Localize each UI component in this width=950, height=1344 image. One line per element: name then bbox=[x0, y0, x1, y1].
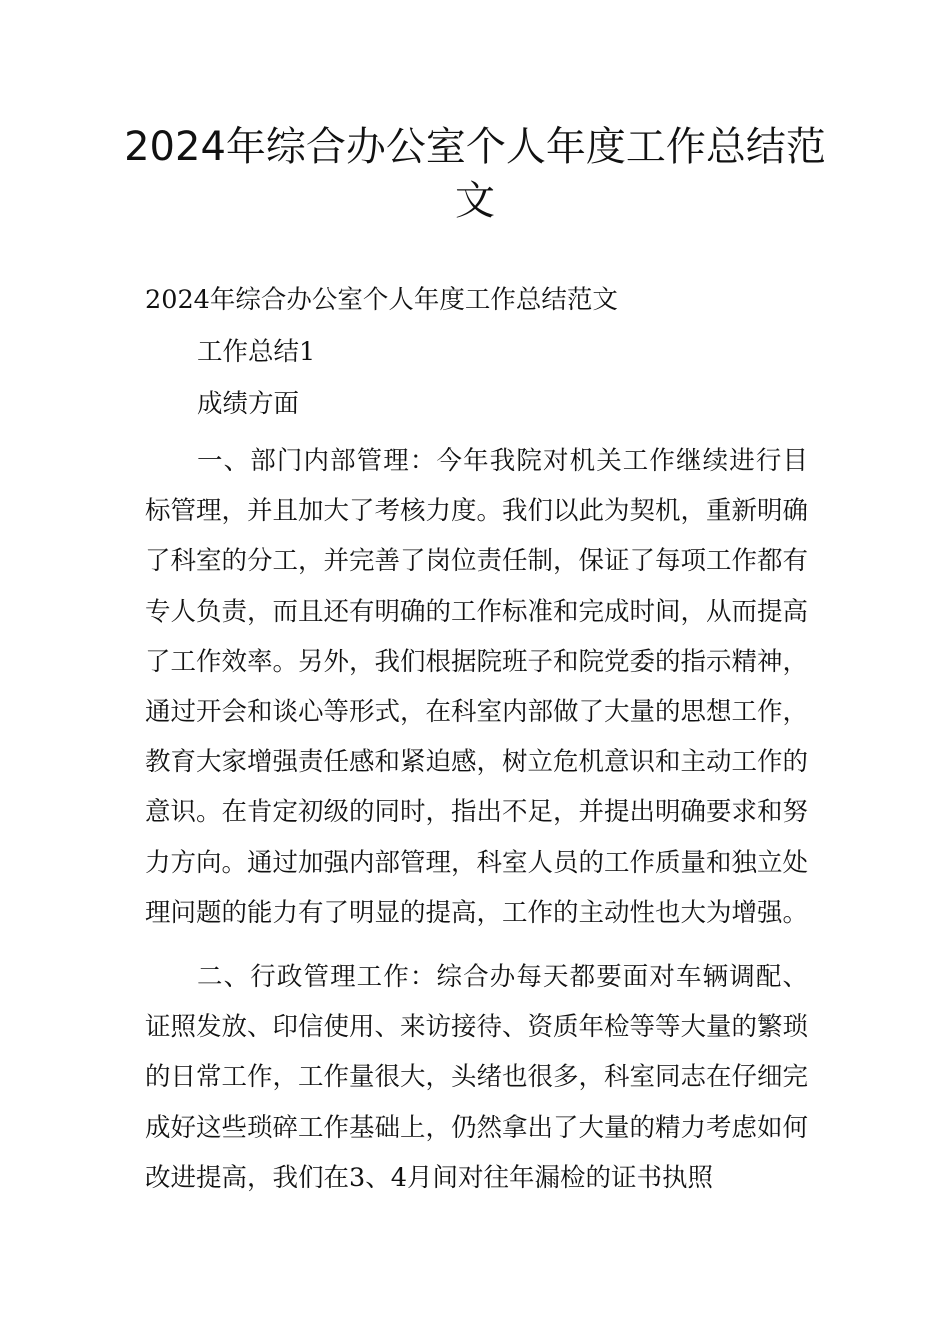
sub-heading: 成绩方面 bbox=[197, 389, 300, 419]
document-subtitle: 2024年综合办公室个人年度工作总结范文 bbox=[145, 285, 618, 315]
paragraph-department-management: 一、部门内部管理：今年我院对机关工作继续进行目标管理，并且加大了考核力度。我们以此为契机，重新明确了科室的分工，并完善了岗位责任制，保证了每项工作都有专人负责，而且还有明确的工作标准和完成时间，从而提高了工作效率。另外，我们根据院班子和院党委的指示精神，通过开会和谈心等形式，在科室内部做了大量的思想工作，教育大家增强责任感和紧迫感，树立危机意识和主动工作的意识。在肯定初级的同时，指出不足，并提出明确要求和努力方向。通过加强内部管理，科室人员的工作质量和独立处理问题的能力有了明显的提高，工作的主动性也大为增强。 bbox=[145, 446, 809, 928]
paragraph-administrative-work: 二、行政管理工作：综合办每天都要面对车辆调配、证照发放、印信使用、来访接待、资质年检等等大量的繁琐的日常工作，工作量很大，头绪也很多，科室同志在仔细完成好这些琐碎工作基础上，仍然拿出了大量的精力考虑如何改进提高，我们在3、4月间对往年漏检的证书执照 bbox=[145, 962, 809, 1193]
document-title: 2024年综合办公室个人年度工作总结范文 bbox=[124, 124, 826, 224]
section-heading: 工作总结1 bbox=[197, 337, 316, 367]
document-body bbox=[145, 280, 808, 1203]
